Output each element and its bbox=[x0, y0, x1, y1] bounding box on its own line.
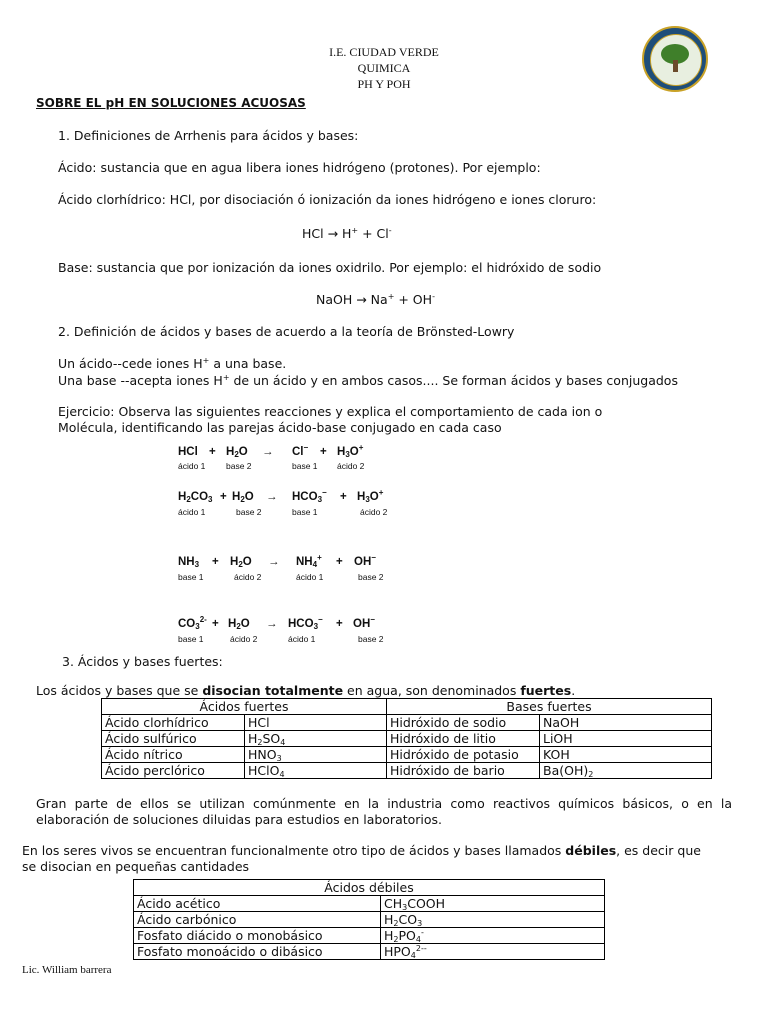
paragraph-base-def: Base: sustancia que por ionización da iones oxidrilo. Por ejemplo: el hidróxido de sodio bbox=[58, 260, 602, 275]
paragraph-industry-1: Gran parte de ellos se utilizan comúnmente en la industria como reactivos químicos básicos, o en la bbox=[36, 796, 732, 811]
paragraph-exercise: Ejercicio: Observa las siguientes reacciones y explica el comportamiento de cada ion o bbox=[58, 404, 603, 419]
paragraph-acid-cede: Un ácido--cede iones H+ a una base. bbox=[58, 356, 287, 371]
footer-author: Lic. William barrera bbox=[22, 964, 112, 976]
table-row: Ácido nítrico $HNO_3$ Hidróxido de potasio KOH bbox=[102, 747, 712, 763]
paragraph-exercise-2: Molécula, identificando las parejas ácido-base conjugado en cada caso bbox=[58, 420, 502, 435]
table-row: Fosfato monoácido o dibásico $HPO_4^{2--}$ bbox=[134, 944, 605, 960]
school-seal-icon bbox=[642, 26, 708, 92]
strong-acids-bases-table bbox=[101, 698, 712, 779]
paragraph-base-acepta: Una base --acepta iones H+ de un ácido y en ambos casos.... Se forman ácidos y bases conjugados bbox=[58, 373, 678, 388]
table-header: Bases fuertes bbox=[387, 699, 712, 715]
school-name: I.E. CIUDAD VERDE bbox=[329, 45, 439, 59]
weak-acids-table bbox=[133, 879, 605, 960]
paragraph-arrhenius: 1. Definiciones de Arrhenis para ácidos y bases: bbox=[58, 128, 359, 143]
table-header: Ácidos fuertes bbox=[102, 699, 387, 715]
table-row: Ácido perclórico HClO$_4$ Hidróxido de bario $Ba(OH)_2$ bbox=[102, 763, 712, 779]
section-title: SOBRE EL pH EN SOLUCIONES ACUOSAS bbox=[36, 96, 306, 110]
equation-naoh: NaOH → Na+ + OH- bbox=[316, 292, 435, 307]
paragraph-acid-def: Ácido: sustancia que en agua libera iones hidrógeno (protones). Por ejemplo: bbox=[58, 160, 541, 175]
subject-name: QUIMICA bbox=[357, 61, 411, 75]
table-header: Ácidos débiles bbox=[134, 880, 605, 896]
paragraph-weak-def-2: se disocian en pequeñas cantidades bbox=[22, 859, 250, 874]
table-header-row bbox=[134, 880, 605, 896]
paragraph-strong-def: Los ácidos y bases que se disocian totalmente en agua, son denominados fuertes. bbox=[36, 683, 576, 698]
table-row: Ácido sulfúrico $H_2SO_4$ Hidróxido de litio LiOH bbox=[102, 731, 712, 747]
table-row: Ácido acético $CH_3COOH$ bbox=[134, 896, 605, 912]
paragraph-bronsted: 2. Definición de ácidos y bases de acuerdo a la teoría de Brönsted-Lowry bbox=[58, 324, 515, 339]
paragraph-hcl: Ácido clorhídrico: HCl, por disociación ó ionización da iones hidrógeno e iones cloruro: bbox=[58, 192, 597, 207]
table-row: Ácido carbónico $H_2CO_3$ bbox=[134, 912, 605, 928]
table-header-row bbox=[102, 699, 712, 715]
paragraph-weak-def: En los seres vivos se encuentran funcionalmente otro tipo de ácidos y bases llamados débiles, es decir que bbox=[22, 843, 701, 858]
paragraph-strong-heading: 3. Ácidos y bases fuertes: bbox=[62, 654, 223, 669]
equation-hcl: HCl → H+ + Cl- bbox=[302, 226, 392, 241]
topic-name: PH Y POH bbox=[357, 77, 411, 91]
table-row: Fosfato diácido o monobásico $H_2PO_4^-$ bbox=[134, 928, 605, 944]
paragraph-industry-2: elaboración de soluciones diluidas para estudios en laboratorios. bbox=[36, 812, 443, 827]
table-row: Ácido clorhídrico HCl Hidróxido de sodio NaOH bbox=[102, 715, 712, 731]
